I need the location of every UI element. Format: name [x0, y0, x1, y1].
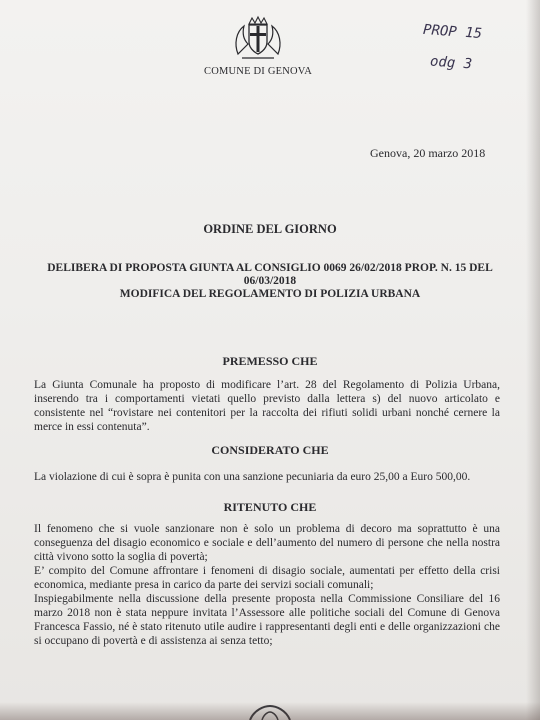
- section-heading-ritenuto: RITENUTO CHE: [223, 500, 317, 514]
- handwritten-prop-note: PROP 15: [422, 21, 483, 43]
- ritenuto-paragraph-1: Il fenomeno che si vuole sanzionare non è solo un problema di decoro ma soprattutto è una conseguenza del disagio economico e sociale e dell’aumento del numero di persone che nella nostra città vivono sotto la soglia di povertà;: [34, 523, 500, 563]
- ritenuto-paragraph-3: Inspiegabilmente nella discussione della presente proposta nella Commissione Consiliare del 16 marzo 2018 non è stata neppure invitata l’Assessore alle politiche sociali del Comune di Genova Francesca Fassio, né è stato ritenuto utile audire i rappresentanti degli enti e delle organizzazioni che si occupano di povertà e di assistenza ai senza tetto;: [34, 593, 500, 647]
- document-title: ORDINE DEL GIORNO: [203, 222, 337, 236]
- premesso-paragraph: La Giunta Comunale ha proposto di modificare l’art. 28 del Regolamento di Polizia Urbana, inserendo tra i comportamenti vietati quello previsto dalla lettera s) del nuovo articolato e consistente nel “rovistare nei contenitori per la raccolta dei rifiuti solidi urbani nonché cernere la merce in essi contenuta”.: [34, 379, 500, 433]
- delibera-line-3: MODIFICA DEL REGOLAMENTO DI POLIZIA URBANA: [119, 288, 421, 300]
- section-heading-considerato: CONSIDERATO CHE: [211, 443, 329, 457]
- ritenuto-paragraph-2: E’ compito del Comune affrontare i fenomeni di disagio sociale, aumentati per effetto della crisi economica, mediante presa in carico da parte dei servizi sociali comunali;: [34, 565, 500, 591]
- delibera-line-2: 06/03/2018: [243, 275, 297, 287]
- considerato-paragraph: La violazione di cui è sopra è punita con una sanzione pecuniaria da euro 25,00 a Euro 500,00.: [34, 471, 471, 483]
- delibera-line-1: DELIBERA DI PROPOSTA GIUNTA AL CONSIGLIO 0069 26/02/2018 PROP. N. 15 DEL: [47, 262, 493, 274]
- document-date: Genova, 20 marzo 2018: [370, 146, 486, 160]
- genova-coat-of-arms-icon: [230, 14, 286, 64]
- section-heading-premesso: PREMESSO CHE: [222, 354, 318, 368]
- institution-name: COMUNE DI GENOVA: [203, 66, 312, 77]
- handwritten-odg-note: odg 3: [429, 53, 473, 73]
- page-edge-shadow: [526, 0, 540, 720]
- ritenuto-paragraphs: [34, 522, 500, 648]
- bottom-edge-shadow: [0, 702, 540, 720]
- delibera-block: [42, 262, 498, 301]
